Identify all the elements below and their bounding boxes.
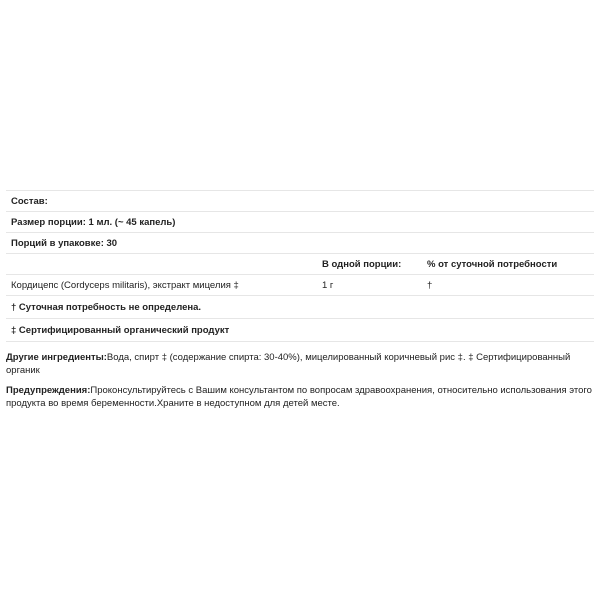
warnings-label: Предупреждения: (6, 385, 91, 396)
warnings-text: Проконсультируйтесь с Вашим консультантом по вопросам здравоохранения, относительно использования этого продукта во время беременности.Храните в недоступном для детей месте. (6, 385, 592, 409)
ingredient-amount: 1 г (322, 280, 334, 291)
servings-per-container: Порций в упаковке: 30 (11, 238, 118, 249)
other-ingredients-text: Вода, спирт ‡ (содержание спирта: 30-40%), мицелированный коричневый рис ‡. ‡ Сертифицированный органик (6, 352, 571, 376)
servings-per-container-row (6, 233, 594, 254)
double-dagger-note: ‡ Сертифицированный органический продукт (11, 325, 230, 336)
column-header-per-serving: В одной порции: (322, 259, 402, 270)
double-dagger-note-row (6, 319, 594, 342)
ingredient-name: Кордицепс (Cordyceps militaris), экстракт мицелия ‡ (11, 280, 239, 291)
column-header-daily-value: % от суточной потребности (427, 259, 558, 270)
ingredient-daily-value: † (427, 280, 433, 291)
composition-row (6, 191, 594, 212)
ingredient-row (6, 275, 594, 296)
other-ingredients-label: Другие ингредиенты: (6, 352, 107, 363)
supplement-facts-table (6, 190, 594, 342)
dagger-note-row (6, 296, 594, 319)
composition-label: Состав: (11, 196, 48, 207)
warnings (6, 384, 592, 410)
other-ingredients (6, 351, 592, 377)
dagger-note: † Суточная потребность не определена. (11, 302, 202, 313)
column-header-row (6, 254, 594, 275)
serving-size: Размер порции: 1 мл. (~ 45 капель) (11, 217, 176, 228)
serving-size-row (6, 212, 594, 233)
